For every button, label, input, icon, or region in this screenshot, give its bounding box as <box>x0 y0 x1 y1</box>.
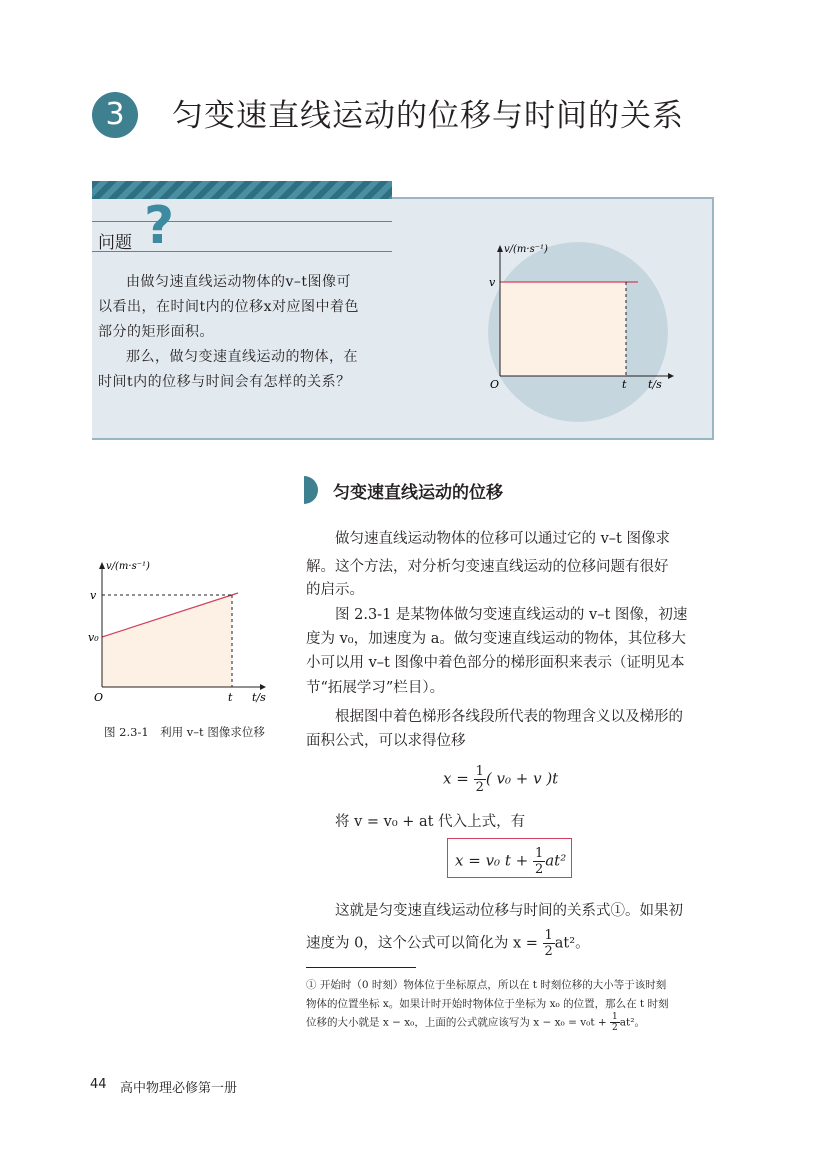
subsection-marker <box>304 476 318 504</box>
x-axis-arrow <box>260 684 266 690</box>
body-line: 的启示。 <box>306 582 364 598</box>
t-tick-label: t <box>622 378 627 391</box>
problem-text-line: 时间t内的位移与时间会有怎样的关系？ <box>98 374 351 390</box>
footnote-line: 位移的大小就是 x − x₀，上面的公式就应该写为 x − x₀ = v₀t + $\frac{1}{2}$ at²。 <box>306 1012 645 1033</box>
y-axis-label: v/(m·s⁻¹) <box>106 561 150 572</box>
divider <box>92 221 392 222</box>
x-axis-arrow <box>668 373 674 379</box>
body-line: 这就是匀变速直线运动位移与时间的关系式①。如果初 <box>335 903 683 919</box>
question-mark-icon: ? <box>144 196 175 256</box>
v0-tick-label: v₀ <box>88 631 99 644</box>
t-tick-label: t <box>228 691 233 704</box>
body-line: 小可以用 v–t 图像中着色部分的梯形面积来表示（证明见本 <box>306 655 685 671</box>
problem-text-line: 那么，做匀变速直线运动的物体，在 <box>126 349 358 365</box>
body-line: 做匀速直线运动物体的位移可以通过它的 v–t 图像求 <box>335 531 670 547</box>
footnote-line: ① 开始时（0 时刻）物体位于坐标原点，所以在 t 时刻位移的大小等于该时刻 <box>306 979 667 991</box>
uniform-vt-figure <box>470 230 690 435</box>
v-tick-label: v <box>489 276 496 289</box>
key-formula: x = v₀ t + $\frac{1}{2}$ at² <box>455 846 567 877</box>
shaded-trapezoid <box>102 595 232 687</box>
y-axis-arrow <box>497 245 503 252</box>
footnote-line: 物体的位置坐标 x。如果计时开始时物体位于坐标为 x₀ 的位置，那么在 t 时刻 <box>306 998 669 1010</box>
body-line: 节“拓展学习”栏目）。 <box>306 680 445 696</box>
y-axis-label: v/(m·s⁻¹) <box>504 244 548 255</box>
section-number: 3 <box>92 92 138 138</box>
origin-label: O <box>94 691 104 704</box>
body-line: 图 2.3-1 是某物体做匀变速直线运动的 v–t 图像，初速 <box>335 607 688 623</box>
body-line: 面积公式，可以求得位移 <box>306 733 466 749</box>
figure-2-3-1 <box>82 555 282 715</box>
problem-text-line: 以看出，在时间t内的位移x对应图中着色 <box>98 299 360 315</box>
footnote-rule <box>306 967 416 968</box>
book-title: 高中物理必修第一册 <box>120 1081 238 1096</box>
shaded-rectangle <box>500 282 626 376</box>
y-axis-arrow <box>99 562 105 569</box>
subsection-title: 匀变速直线运动的位移 <box>333 483 503 503</box>
x-axis-label: t/s <box>252 691 266 704</box>
v-tick-label: v <box>90 589 97 602</box>
x-axis-label: t/s <box>648 378 662 391</box>
body-line: 度为 v₀，加速度为 a。做匀变速直线运动的物体，其位移大 <box>306 631 686 647</box>
page-number: 44 <box>90 1077 107 1092</box>
problem-label: 问题 <box>98 233 132 253</box>
origin-label: O <box>490 378 500 391</box>
formula-average-velocity: x = $\frac{1}{2}$ ( v₀ + v )t <box>443 764 559 795</box>
body-line: 将 v = v₀ + at 代入上式，有 <box>335 814 526 830</box>
body-line: 解。这个方法，对分析匀变速直线运动的位移问题有很好 <box>306 559 669 575</box>
problem-text-line: 部分的矩形面积。 <box>98 324 214 340</box>
section-title: 匀变速直线运动的位移与时间的关系 <box>172 98 684 134</box>
problem-text-line: 由做匀速直线运动物体的v–t图像可 <box>126 274 352 290</box>
body-line: 速度为 0，这个公式可以简化为 x = $\frac{1}{2}$ at²。 <box>306 928 590 959</box>
body-line: 根据图中着色梯形各线段所代表的物理含义以及梯形的 <box>335 709 683 725</box>
figure-caption: 图 2.3-1 利用 v–t 图像求位移 <box>104 725 265 739</box>
divider <box>92 251 392 252</box>
problem-band <box>92 181 392 199</box>
